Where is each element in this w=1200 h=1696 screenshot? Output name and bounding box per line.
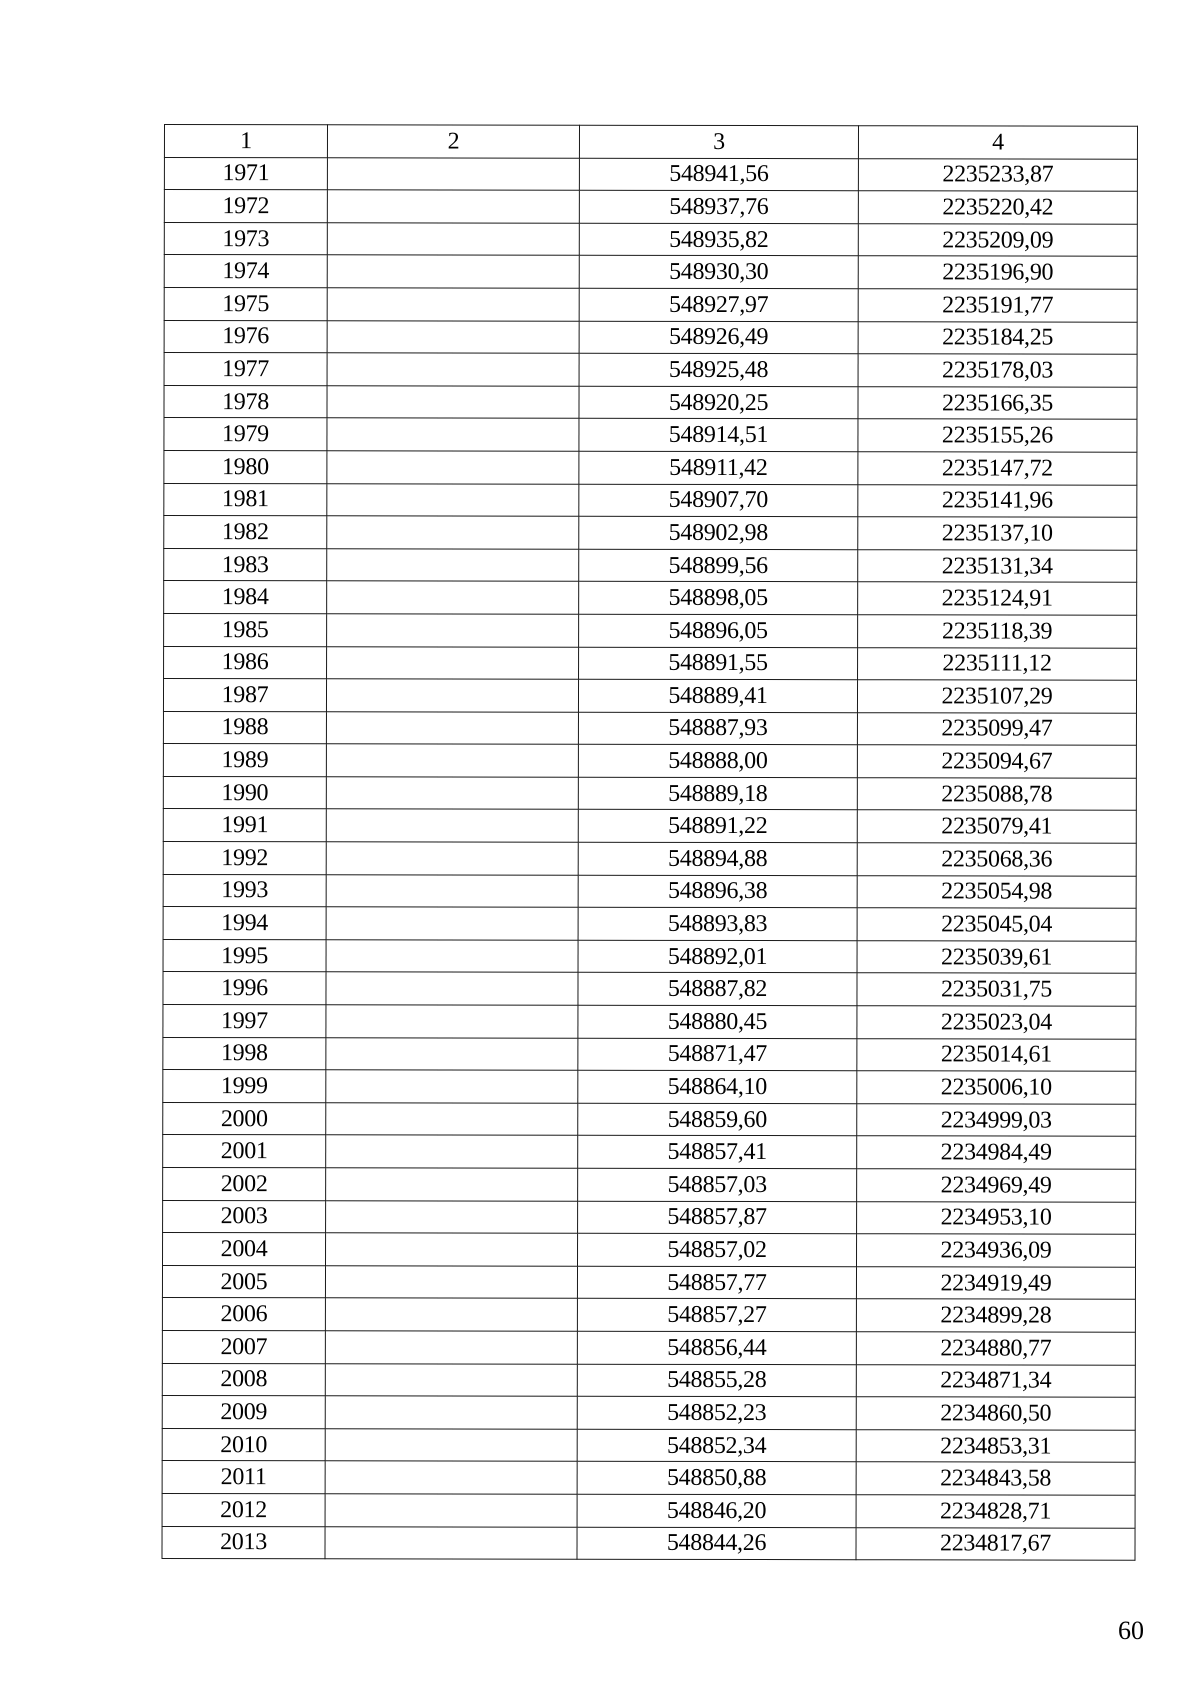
x-coordinate-cell: 548893,83 — [578, 907, 857, 940]
column-2-cell — [326, 679, 578, 712]
x-coordinate-cell: 548927,97 — [579, 288, 858, 321]
x-coordinate-cell: 548880,45 — [578, 1005, 857, 1038]
x-coordinate-cell: 548925,48 — [579, 353, 858, 386]
point-number-cell: 1971 — [164, 157, 327, 190]
x-coordinate-cell: 548844,26 — [577, 1527, 856, 1560]
table-row — [164, 385, 1137, 419]
column-2-cell — [327, 255, 579, 288]
column-2-cell — [327, 581, 579, 614]
column-2-cell — [326, 972, 578, 1005]
point-number-cell: 1988 — [163, 711, 326, 744]
y-coordinate-cell: 2234919,49 — [856, 1266, 1135, 1299]
x-coordinate-cell: 548857,02 — [578, 1233, 857, 1266]
point-number-cell: 1977 — [164, 353, 327, 386]
point-number-cell: 2013 — [162, 1526, 325, 1559]
table-row — [164, 418, 1137, 452]
point-number-cell: 1995 — [163, 939, 326, 972]
point-number-cell: 2006 — [162, 1298, 325, 1331]
table-row — [164, 287, 1137, 321]
table-row — [163, 842, 1136, 876]
table-row — [163, 1070, 1136, 1104]
column-2-cell — [327, 288, 579, 321]
point-number-cell: 1990 — [163, 776, 326, 809]
point-number-cell: 1994 — [163, 907, 326, 940]
x-coordinate-cell: 548911,42 — [579, 451, 858, 484]
column-2-cell — [327, 418, 579, 451]
column-2-cell — [326, 1103, 578, 1136]
x-coordinate-cell: 548894,88 — [578, 842, 857, 875]
point-number-cell: 1972 — [164, 190, 327, 223]
table-row — [164, 581, 1137, 615]
point-number-cell: 1989 — [163, 744, 326, 777]
y-coordinate-cell: 2235014,61 — [857, 1038, 1136, 1071]
table-row — [163, 1233, 1136, 1267]
table-row — [162, 1428, 1135, 1462]
x-coordinate-cell: 548941,56 — [579, 158, 858, 191]
y-coordinate-cell: 2235155,26 — [858, 419, 1137, 452]
table-row — [162, 1265, 1135, 1299]
column-2-cell — [327, 549, 579, 582]
column-2-cell — [325, 1461, 577, 1494]
column-2-cell — [327, 483, 579, 516]
x-coordinate-cell: 548852,34 — [577, 1429, 856, 1462]
y-coordinate-cell: 2234828,71 — [856, 1495, 1135, 1528]
y-coordinate-cell: 2234860,50 — [856, 1397, 1135, 1430]
table-row — [163, 1135, 1136, 1169]
x-coordinate-cell: 548887,93 — [578, 712, 857, 745]
table-row — [164, 320, 1137, 354]
column-2-cell — [327, 614, 579, 647]
x-coordinate-cell: 548891,55 — [579, 647, 858, 680]
table-row — [162, 1493, 1135, 1527]
y-coordinate-cell: 2235124,91 — [858, 582, 1137, 615]
y-coordinate-cell: 2235131,34 — [858, 549, 1137, 582]
column-2-cell — [326, 1200, 578, 1233]
column-2-cell — [326, 842, 578, 875]
y-coordinate-cell: 2235023,04 — [857, 1006, 1136, 1039]
column-2-cell — [325, 1396, 577, 1429]
y-coordinate-cell: 2234969,49 — [857, 1169, 1136, 1202]
table-row — [162, 1396, 1135, 1430]
table-row — [164, 222, 1137, 256]
x-coordinate-cell: 548857,27 — [577, 1299, 856, 1332]
point-number-cell: 1985 — [164, 613, 327, 646]
y-coordinate-cell: 2235031,75 — [857, 973, 1136, 1006]
y-coordinate-cell: 2235079,41 — [857, 810, 1136, 843]
x-coordinate-cell: 548898,05 — [579, 582, 858, 615]
table-row — [163, 744, 1136, 778]
y-coordinate-cell: 2235184,25 — [858, 321, 1137, 354]
point-number-cell: 2007 — [162, 1330, 325, 1363]
column-2-cell — [325, 1266, 577, 1299]
y-coordinate-cell: 2235178,03 — [858, 354, 1137, 387]
column-2-cell — [326, 907, 578, 940]
column-2-cell — [326, 809, 578, 842]
point-number-cell: 1987 — [163, 679, 326, 712]
y-coordinate-cell: 2235088,78 — [857, 778, 1136, 811]
table-row — [163, 1167, 1136, 1201]
y-coordinate-cell: 2235209,09 — [858, 223, 1137, 256]
x-coordinate-cell: 548857,03 — [578, 1168, 857, 1201]
table-row — [163, 1200, 1136, 1234]
y-coordinate-cell: 2235099,47 — [857, 712, 1136, 745]
column-header-2: 2 — [327, 125, 579, 158]
y-coordinate-cell: 2235191,77 — [858, 289, 1137, 322]
column-2-cell — [327, 516, 579, 549]
table-row — [162, 1298, 1135, 1332]
x-coordinate-cell: 548907,70 — [579, 484, 858, 517]
y-coordinate-cell: 2235054,98 — [857, 875, 1136, 908]
point-number-cell: 2011 — [162, 1461, 325, 1494]
y-coordinate-cell: 2234817,67 — [856, 1527, 1135, 1560]
column-2-cell — [327, 223, 579, 256]
point-number-cell: 2005 — [162, 1265, 325, 1298]
point-number-cell: 1998 — [163, 1037, 326, 1070]
y-coordinate-cell: 2235220,42 — [858, 191, 1137, 224]
table-row — [162, 1363, 1135, 1397]
column-header-1: 1 — [164, 125, 327, 158]
table-row — [164, 483, 1137, 517]
column-2-cell — [326, 874, 578, 907]
point-number-cell: 2001 — [163, 1135, 326, 1168]
y-coordinate-cell: 2235147,72 — [858, 452, 1137, 485]
x-coordinate-cell: 548896,05 — [579, 614, 858, 647]
y-coordinate-cell: 2235137,10 — [858, 517, 1137, 550]
point-number-cell: 2004 — [163, 1233, 326, 1266]
column-2-cell — [325, 1331, 577, 1364]
point-number-cell: 2009 — [162, 1396, 325, 1429]
column-2-cell — [327, 157, 579, 190]
x-coordinate-cell: 548902,98 — [579, 516, 858, 549]
column-header-3: 3 — [579, 125, 858, 158]
x-coordinate-cell: 548857,41 — [578, 1136, 857, 1169]
point-number-cell: 1978 — [164, 385, 327, 418]
point-number-cell: 1975 — [164, 287, 327, 320]
y-coordinate-cell: 2235068,36 — [857, 843, 1136, 876]
table-header-row — [164, 125, 1137, 159]
column-2-cell — [325, 1429, 577, 1462]
table-row — [164, 255, 1137, 289]
column-2-cell — [326, 940, 578, 973]
column-2-cell — [326, 744, 578, 777]
table-row — [163, 972, 1136, 1006]
column-2-cell — [327, 646, 579, 679]
table-row — [164, 646, 1137, 680]
page-number: 60 — [1118, 1616, 1144, 1645]
x-coordinate-cell: 548899,56 — [579, 549, 858, 582]
x-coordinate-cell: 548926,49 — [579, 321, 858, 354]
point-number-cell: 1983 — [164, 548, 327, 581]
y-coordinate-cell: 2235045,04 — [857, 908, 1136, 941]
y-coordinate-cell: 2235006,10 — [857, 1071, 1136, 1104]
column-2-cell — [326, 1070, 578, 1103]
point-number-cell: 1979 — [164, 418, 327, 451]
y-coordinate-cell: 2235166,35 — [858, 386, 1137, 419]
point-number-cell: 1999 — [163, 1070, 326, 1103]
point-number-cell: 1991 — [163, 809, 326, 842]
x-coordinate-cell: 548889,41 — [578, 679, 857, 712]
x-coordinate-cell: 548892,01 — [578, 940, 857, 973]
coordinates-table — [161, 124, 1138, 1561]
point-number-cell: 2012 — [162, 1493, 325, 1526]
table-row — [163, 679, 1136, 713]
x-coordinate-cell: 548937,76 — [579, 190, 858, 223]
point-number-cell: 1982 — [164, 516, 327, 549]
point-number-cell: 1993 — [163, 874, 326, 907]
y-coordinate-cell: 2234843,58 — [856, 1462, 1135, 1495]
point-number-cell: 1984 — [164, 581, 327, 614]
point-number-cell: 2010 — [162, 1428, 325, 1461]
point-number-cell: 1973 — [164, 222, 327, 255]
column-2-cell — [326, 1135, 578, 1168]
point-number-cell: 1974 — [164, 255, 327, 288]
y-coordinate-cell: 2234880,77 — [856, 1332, 1135, 1365]
column-2-cell — [325, 1526, 577, 1559]
table-body — [162, 157, 1137, 1560]
column-2-cell — [327, 353, 579, 386]
column-2-cell — [326, 1168, 578, 1201]
table-row — [164, 613, 1137, 647]
point-number-cell: 1980 — [164, 450, 327, 483]
table-row — [164, 157, 1137, 191]
x-coordinate-cell: 548935,82 — [579, 223, 858, 256]
y-coordinate-cell: 2234984,49 — [857, 1136, 1136, 1169]
column-2-cell — [326, 777, 578, 810]
x-coordinate-cell: 548857,77 — [577, 1266, 856, 1299]
y-coordinate-cell: 2234999,03 — [857, 1104, 1136, 1137]
y-coordinate-cell: 2234953,10 — [857, 1201, 1136, 1234]
column-2-cell — [326, 1037, 578, 1070]
x-coordinate-cell: 548857,87 — [578, 1201, 857, 1234]
x-coordinate-cell: 548888,00 — [578, 745, 857, 778]
table-row — [164, 353, 1137, 387]
point-number-cell: 2003 — [163, 1200, 326, 1233]
y-coordinate-cell: 2234899,28 — [856, 1299, 1135, 1332]
x-coordinate-cell: 548852,23 — [577, 1396, 856, 1429]
table-row — [163, 776, 1136, 810]
x-coordinate-cell: 548871,47 — [578, 1038, 857, 1071]
y-coordinate-cell: 2235107,29 — [857, 680, 1136, 713]
y-coordinate-cell: 2235118,39 — [858, 615, 1137, 648]
column-2-cell — [326, 1233, 578, 1266]
column-2-cell — [325, 1494, 577, 1527]
point-number-cell: 1976 — [164, 320, 327, 353]
column-2-cell — [327, 190, 579, 223]
y-coordinate-cell: 2235111,12 — [858, 647, 1137, 680]
table-row — [164, 516, 1137, 550]
x-coordinate-cell: 548891,22 — [578, 810, 857, 843]
column-2-cell — [327, 386, 579, 419]
y-coordinate-cell: 2234853,31 — [856, 1429, 1135, 1462]
table-row — [164, 548, 1137, 582]
y-coordinate-cell: 2235196,90 — [858, 256, 1137, 289]
x-coordinate-cell: 548856,44 — [577, 1331, 856, 1364]
table-row — [163, 711, 1136, 745]
x-coordinate-cell: 548859,60 — [578, 1103, 857, 1136]
table-row — [164, 190, 1137, 224]
point-number-cell: 1996 — [163, 972, 326, 1005]
x-coordinate-cell: 548930,30 — [579, 256, 858, 289]
y-coordinate-cell: 2235039,61 — [857, 941, 1136, 974]
y-coordinate-cell: 2235094,67 — [857, 745, 1136, 778]
point-number-cell: 1992 — [163, 842, 326, 875]
point-number-cell: 1997 — [163, 1005, 326, 1038]
column-2-cell — [327, 320, 579, 353]
table-row — [163, 809, 1136, 843]
point-number-cell: 1981 — [164, 483, 327, 516]
y-coordinate-cell: 2234936,09 — [857, 1234, 1136, 1267]
y-coordinate-cell: 2234871,34 — [856, 1364, 1135, 1397]
column-header-4: 4 — [858, 126, 1137, 159]
x-coordinate-cell: 548855,28 — [577, 1364, 856, 1397]
x-coordinate-cell: 548864,10 — [578, 1070, 857, 1103]
x-coordinate-cell: 548850,88 — [577, 1462, 856, 1495]
column-2-cell — [325, 1298, 577, 1331]
table-row — [162, 1526, 1135, 1560]
y-coordinate-cell: 2235141,96 — [858, 484, 1137, 517]
column-2-cell — [326, 1005, 578, 1038]
point-number-cell: 1986 — [164, 646, 327, 679]
x-coordinate-cell: 548846,20 — [577, 1494, 856, 1527]
table-row — [162, 1461, 1135, 1495]
x-coordinate-cell: 548914,51 — [579, 419, 858, 452]
y-coordinate-cell: 2235233,87 — [858, 158, 1137, 191]
table-row — [164, 450, 1137, 484]
x-coordinate-cell: 548920,25 — [579, 386, 858, 419]
column-2-cell — [325, 1363, 577, 1396]
x-coordinate-cell: 548896,38 — [578, 875, 857, 908]
column-2-cell — [326, 711, 578, 744]
table-row — [162, 1330, 1135, 1364]
table-row — [163, 1102, 1136, 1136]
table-row — [163, 907, 1136, 941]
point-number-cell: 2002 — [163, 1167, 326, 1200]
column-2-cell — [327, 451, 579, 484]
x-coordinate-cell: 548887,82 — [578, 973, 857, 1006]
x-coordinate-cell: 548889,18 — [578, 777, 857, 810]
point-number-cell: 2008 — [162, 1363, 325, 1396]
table-row — [163, 939, 1136, 973]
table-row — [163, 1037, 1136, 1071]
point-number-cell: 2000 — [163, 1102, 326, 1135]
table-row — [163, 874, 1136, 908]
table-row — [163, 1005, 1136, 1039]
